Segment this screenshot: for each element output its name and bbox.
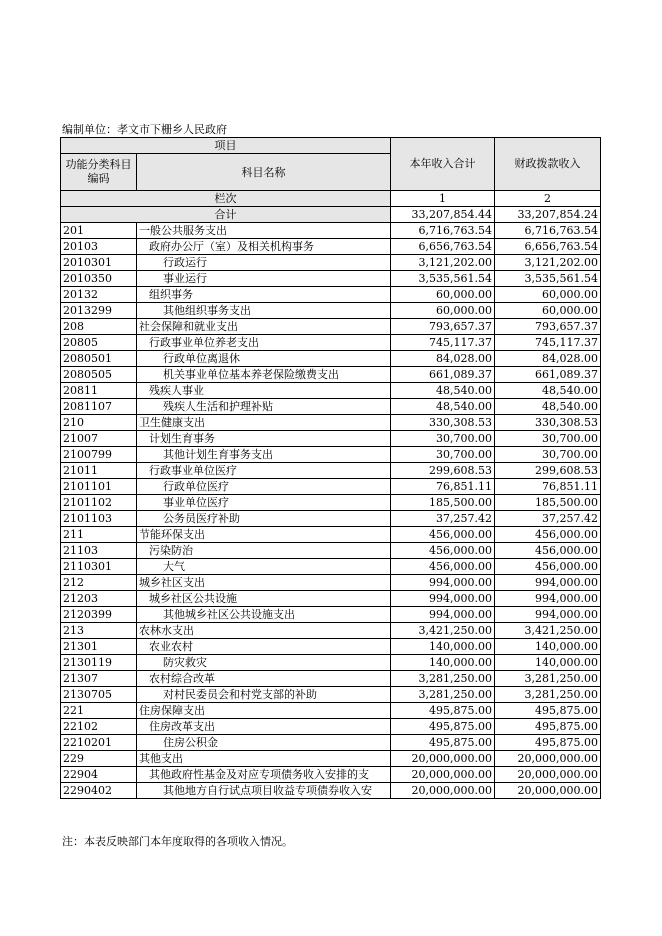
table-row (61, 319, 601, 335)
table-row (61, 367, 601, 383)
header-row-project (61, 138, 601, 154)
row-fiscal-appropriation: 3,281,250.00 (495, 671, 601, 687)
row-subject-name: 行政事业单位医疗 (137, 463, 391, 479)
row-code: 2101103 (61, 511, 137, 527)
row-subject-name: 社会保障和就业支出 (137, 319, 391, 335)
row-total-income: 20,000,000.00 (391, 751, 495, 767)
row-total-income: 330,308.53 (391, 415, 495, 431)
table-row (61, 783, 601, 799)
row-total-income: 994,000.00 (391, 591, 495, 607)
table-row (61, 479, 601, 495)
table-row (61, 655, 601, 671)
row-fiscal-appropriation: 6,716,763.54 (495, 223, 601, 239)
table-row (61, 383, 601, 399)
table-row (61, 335, 601, 351)
row-subject-name: 事业单位医疗 (137, 495, 391, 511)
row-code: 22102 (61, 719, 137, 735)
row-total-income: 793,657.37 (391, 319, 495, 335)
row-code: 2010301 (61, 255, 137, 271)
row-total-income: 495,875.00 (391, 735, 495, 751)
row-subject-name: 其他支出 (137, 751, 391, 767)
row-total-income: 37,257.42 (391, 511, 495, 527)
index-col3: 1 (391, 191, 495, 207)
row-code: 2101102 (61, 495, 137, 511)
row-subject-name: 其他地方自行试点项目收益专项债券收入安 (137, 783, 391, 799)
row-code: 2010350 (61, 271, 137, 287)
row-subject-name: 节能环保支出 (137, 527, 391, 543)
row-total-income: 20,000,000.00 (391, 783, 495, 799)
row-fiscal-appropriation: 60,000.00 (495, 303, 601, 319)
row-fiscal-appropriation: 495,875.00 (495, 735, 601, 751)
row-fiscal-appropriation: 48,540.00 (495, 383, 601, 399)
row-subject-name: 防灾救灾 (137, 655, 391, 671)
table-row (61, 767, 601, 783)
table-row (61, 415, 601, 431)
row-fiscal-appropriation: 60,000.00 (495, 287, 601, 303)
row-code: 2081107 (61, 399, 137, 415)
row-subject-name: 政府办公厅（室）及相关机构事务 (137, 239, 391, 255)
table-row (61, 351, 601, 367)
row-code: 22904 (61, 767, 137, 783)
table-row (61, 287, 601, 303)
row-subject-name: 农林水支出 (137, 623, 391, 639)
row-code: 21301 (61, 639, 137, 655)
row-fiscal-appropriation: 793,657.37 (495, 319, 601, 335)
table-row (61, 607, 601, 623)
compiling-unit: 编制单位：孝文市下栅乡人民政府 (62, 123, 227, 136)
row-code: 2080501 (61, 351, 137, 367)
row-total-income: 3,281,250.00 (391, 687, 495, 703)
row-fiscal-appropriation: 30,700.00 (495, 447, 601, 463)
row-code: 2013299 (61, 303, 137, 319)
row-code: 2290402 (61, 783, 137, 799)
row-subject-name: 其他组织事务支出 (137, 303, 391, 319)
table-row (61, 719, 601, 735)
row-code: 20103 (61, 239, 137, 255)
table-row (61, 463, 601, 479)
table-row (61, 511, 601, 527)
row-fiscal-appropriation: 48,540.00 (495, 399, 601, 415)
row-fiscal-appropriation: 185,500.00 (495, 495, 601, 511)
table-row (61, 447, 601, 463)
table-row (61, 495, 601, 511)
row-code: 2130119 (61, 655, 137, 671)
row-total-income: 456,000.00 (391, 527, 495, 543)
row-code: 2100799 (61, 447, 137, 463)
row-subject-name: 行政事业单位养老支出 (137, 335, 391, 351)
row-fiscal-appropriation: 456,000.00 (495, 527, 601, 543)
row-total-income: 994,000.00 (391, 575, 495, 591)
row-fiscal-appropriation: 495,875.00 (495, 719, 601, 735)
row-code: 2110301 (61, 559, 137, 575)
row-subject-name: 污染防治 (137, 543, 391, 559)
total-col4: 33,207,854.24 (495, 207, 601, 223)
row-total-income: 661,089.37 (391, 367, 495, 383)
row-fiscal-appropriation: 330,308.53 (495, 415, 601, 431)
row-total-income: 495,875.00 (391, 719, 495, 735)
table-row (61, 543, 601, 559)
row-code: 21307 (61, 671, 137, 687)
row-fiscal-appropriation: 20,000,000.00 (495, 767, 601, 783)
total-label: 合计 (61, 207, 391, 223)
row-subject-name: 事业运行 (137, 271, 391, 287)
row-subject-name: 行政运行 (137, 255, 391, 271)
row-code: 21007 (61, 431, 137, 447)
row-fiscal-appropriation: 3,121,202.00 (495, 255, 601, 271)
row-total-income: 6,716,763.54 (391, 223, 495, 239)
row-total-income: 60,000.00 (391, 287, 495, 303)
col-code-header: 功能分类科目编码 (61, 154, 137, 191)
row-fiscal-appropriation: 6,656,763.54 (495, 239, 601, 255)
row-subject-name: 计划生育事务 (137, 431, 391, 447)
row-total-income: 495,875.00 (391, 703, 495, 719)
row-fiscal-appropriation: 3,535,561.54 (495, 271, 601, 287)
row-fiscal-appropriation: 456,000.00 (495, 559, 601, 575)
table-row (61, 671, 601, 687)
row-code: 20132 (61, 287, 137, 303)
row-code: 211 (61, 527, 137, 543)
row-code: 210 (61, 415, 137, 431)
row-code: 208 (61, 319, 137, 335)
table-row (61, 431, 601, 447)
row-code: 2130705 (61, 687, 137, 703)
row-fiscal-appropriation: 30,700.00 (495, 431, 601, 447)
index-row (61, 191, 601, 207)
row-total-income: 30,700.00 (391, 431, 495, 447)
row-subject-name: 城乡社区公共设施 (137, 591, 391, 607)
row-code: 21203 (61, 591, 137, 607)
row-total-income: 185,500.00 (391, 495, 495, 511)
row-subject-name: 公务员医疗补助 (137, 511, 391, 527)
row-total-income: 60,000.00 (391, 303, 495, 319)
table-row (61, 575, 601, 591)
table-row (61, 559, 601, 575)
table-row (61, 399, 601, 415)
row-fiscal-appropriation: 3,421,250.00 (495, 623, 601, 639)
row-total-income: 299,608.53 (391, 463, 495, 479)
table-row (61, 303, 601, 319)
row-code: 221 (61, 703, 137, 719)
row-total-income: 140,000.00 (391, 639, 495, 655)
row-fiscal-appropriation: 994,000.00 (495, 575, 601, 591)
row-subject-name: 其他计划生育事务支出 (137, 447, 391, 463)
row-code: 213 (61, 623, 137, 639)
row-code: 2210201 (61, 735, 137, 751)
row-subject-name: 住房保障支出 (137, 703, 391, 719)
table-row (61, 639, 601, 655)
row-fiscal-appropriation: 994,000.00 (495, 591, 601, 607)
row-subject-name: 残疾人事业 (137, 383, 391, 399)
row-fiscal-appropriation: 456,000.00 (495, 543, 601, 559)
row-subject-name: 一般公共服务支出 (137, 223, 391, 239)
row-total-income: 48,540.00 (391, 383, 495, 399)
table-row (61, 687, 601, 703)
row-code: 21011 (61, 463, 137, 479)
row-total-income: 20,000,000.00 (391, 767, 495, 783)
row-fiscal-appropriation: 994,000.00 (495, 607, 601, 623)
row-subject-name: 残疾人生活和护理补贴 (137, 399, 391, 415)
table-row (61, 271, 601, 287)
table-row (61, 239, 601, 255)
table-row (61, 735, 601, 751)
row-code: 21103 (61, 543, 137, 559)
row-subject-name: 住房公积金 (137, 735, 391, 751)
footnote: 注：本表反映部门本年度取得的各项收入情况。 (62, 835, 293, 848)
col-total-income-header: 本年收入合计 (391, 138, 495, 191)
row-subject-name: 卫生健康支出 (137, 415, 391, 431)
row-subject-name: 大气 (137, 559, 391, 575)
row-fiscal-appropriation: 299,608.53 (495, 463, 601, 479)
total-row (61, 207, 601, 223)
table-row (61, 623, 601, 639)
row-total-income: 3,535,561.54 (391, 271, 495, 287)
table-row (61, 255, 601, 271)
row-fiscal-appropriation: 84,028.00 (495, 351, 601, 367)
project-header: 项目 (61, 138, 391, 154)
table-row (61, 223, 601, 239)
row-total-income: 3,281,250.00 (391, 671, 495, 687)
total-col3: 33,207,854.44 (391, 207, 495, 223)
row-total-income: 3,421,250.00 (391, 623, 495, 639)
row-total-income: 140,000.00 (391, 655, 495, 671)
row-subject-name: 其他政府性基金及对应专项债务收入安排的支 (137, 767, 391, 783)
income-table (60, 137, 601, 799)
row-fiscal-appropriation: 20,000,000.00 (495, 783, 601, 799)
row-fiscal-appropriation: 3,281,250.00 (495, 687, 601, 703)
row-total-income: 6,656,763.54 (391, 239, 495, 255)
row-fiscal-appropriation: 140,000.00 (495, 655, 601, 671)
table-row (61, 591, 601, 607)
row-subject-name: 行政单位离退休 (137, 351, 391, 367)
row-code: 20805 (61, 335, 137, 351)
row-total-income: 994,000.00 (391, 607, 495, 623)
table-row (61, 527, 601, 543)
row-subject-name: 住房改革支出 (137, 719, 391, 735)
table-row (61, 703, 601, 719)
row-subject-name: 其他城乡社区公共设施支出 (137, 607, 391, 623)
col-name-header: 科目名称 (137, 154, 391, 191)
row-fiscal-appropriation: 661,089.37 (495, 367, 601, 383)
row-total-income: 3,121,202.00 (391, 255, 495, 271)
row-subject-name: 城乡社区支出 (137, 575, 391, 591)
row-fiscal-appropriation: 20,000,000.00 (495, 751, 601, 767)
row-fiscal-appropriation: 140,000.00 (495, 639, 601, 655)
row-total-income: 456,000.00 (391, 559, 495, 575)
row-total-income: 30,700.00 (391, 447, 495, 463)
row-total-income: 76,851.11 (391, 479, 495, 495)
row-subject-name: 农村综合改革 (137, 671, 391, 687)
row-code: 20811 (61, 383, 137, 399)
row-subject-name: 行政单位医疗 (137, 479, 391, 495)
row-code: 2101101 (61, 479, 137, 495)
row-code: 212 (61, 575, 137, 591)
col-fiscal-appropriation-header: 财政拨款收入 (495, 138, 601, 191)
row-total-income: 48,540.00 (391, 399, 495, 415)
row-subject-name: 对村民委员会和村党支部的补助 (137, 687, 391, 703)
row-fiscal-appropriation: 37,257.42 (495, 511, 601, 527)
row-code: 201 (61, 223, 137, 239)
row-total-income: 456,000.00 (391, 543, 495, 559)
row-subject-name: 机关事业单位基本养老保险缴费支出 (137, 367, 391, 383)
row-fiscal-appropriation: 495,875.00 (495, 703, 601, 719)
row-code: 2080505 (61, 367, 137, 383)
row-total-income: 84,028.00 (391, 351, 495, 367)
index-col4: 2 (495, 191, 601, 207)
table-row (61, 751, 601, 767)
lanci-label: 栏次 (61, 191, 391, 207)
row-subject-name: 组织事务 (137, 287, 391, 303)
row-total-income: 745,117.37 (391, 335, 495, 351)
row-code: 2120399 (61, 607, 137, 623)
row-subject-name: 农业农村 (137, 639, 391, 655)
row-code: 229 (61, 751, 137, 767)
row-fiscal-appropriation: 76,851.11 (495, 479, 601, 495)
row-fiscal-appropriation: 745,117.37 (495, 335, 601, 351)
